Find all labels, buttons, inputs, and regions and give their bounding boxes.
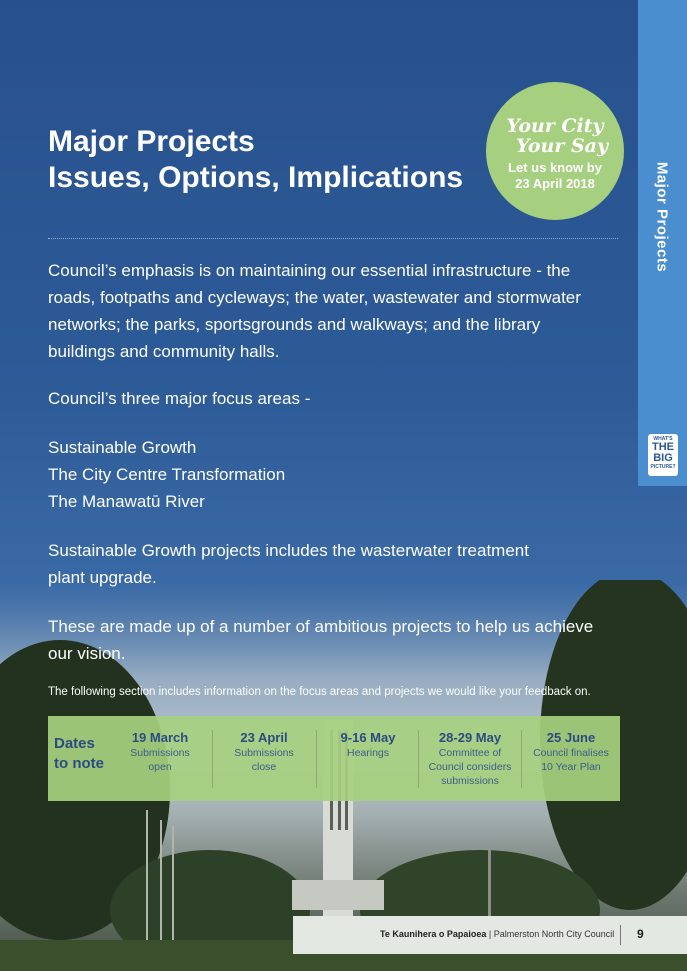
page-number: 9	[637, 927, 644, 941]
paragraph-line: our vision.	[48, 644, 126, 663]
logo-main-text-2: BIG	[653, 452, 673, 464]
date-item	[418, 730, 522, 788]
date-value: 9-16 May	[340, 730, 396, 745]
your-city-your-say-badge	[486, 82, 624, 220]
dates-label	[54, 734, 104, 774]
badge-line-4: 23 April 2018	[515, 176, 595, 191]
intro-line: Council’s emphasis is on maintaining our essential infrastructure - the	[48, 261, 571, 280]
date-desc: Submissions	[130, 747, 190, 759]
big-picture-logo	[648, 434, 678, 476]
date-value: 28-29 May	[438, 730, 502, 745]
title-line-2: Issues, Options, Implications	[48, 161, 464, 194]
page-footer	[293, 916, 687, 954]
date-item	[316, 730, 420, 760]
title-line-1: Major Projects	[48, 125, 255, 158]
date-item	[108, 730, 212, 774]
vision-paragraph	[48, 613, 618, 667]
footer-divider	[620, 925, 621, 945]
badge-line-2: Your Say	[515, 135, 609, 157]
intro-line: buildings and community halls.	[48, 342, 280, 361]
dates-label-line-1: Dates	[54, 735, 95, 752]
date-desc: submissions	[441, 775, 499, 787]
focus-areas-list	[48, 434, 618, 515]
date-item	[212, 730, 316, 774]
footer-maori-name: Te Kaunihera o Papaioea	[380, 929, 487, 939]
logo-top-text: WHAT'S	[653, 436, 673, 442]
sustainable-growth-paragraph	[48, 537, 618, 591]
dates-label-line-2: to note	[54, 755, 104, 772]
logo-main-text-1: THE	[652, 441, 674, 453]
date-desc: Council finalises	[533, 747, 609, 759]
date-desc: open	[148, 761, 172, 773]
side-tab-label: Major Projects	[653, 161, 671, 273]
badge-line-3: Let us know by	[508, 160, 602, 175]
page-title	[48, 124, 463, 196]
date-desc: Hearings	[346, 747, 390, 759]
paragraph-line: These are made up of a number of ambitious projects to help us achieve	[48, 617, 594, 636]
paragraph-line: plant upgrade.	[48, 568, 157, 587]
date-desc: Committee of	[438, 747, 502, 759]
feedback-note: The following section includes information on the focus areas and projects we would like your feedback on.	[48, 686, 591, 698]
date-desc: Council considers	[428, 761, 512, 773]
date-desc: 10 Year Plan	[541, 761, 601, 773]
paragraph-line: Sustainable Growth projects includes the wasterwater treatment	[48, 541, 529, 560]
dotted-divider	[48, 238, 618, 239]
focus-area-item: Sustainable Growth	[48, 438, 197, 457]
focus-area-item: The City Centre Transformation	[48, 465, 286, 484]
badge-line-1: Your City	[506, 115, 604, 137]
date-desc: Submissions	[234, 747, 294, 759]
date-value: 25 June	[546, 730, 596, 745]
footer-org-name: Palmerston North City Council	[493, 929, 615, 939]
footer-separator: |	[488, 929, 492, 939]
intro-paragraph	[48, 257, 618, 365]
footer-text	[380, 929, 614, 939]
logo-bottom-text: PICTURE?	[650, 464, 676, 470]
date-value: 19 March	[131, 730, 189, 745]
intro-line: roads, footpaths and cycleways; the water, wastewater and stormwater	[48, 288, 581, 307]
dates-to-note-panel	[48, 716, 620, 801]
intro-line: networks; the parks, sportsgrounds and walkways; and the library	[48, 315, 541, 334]
date-desc: close	[251, 761, 277, 773]
date-item	[521, 730, 621, 774]
focus-area-item: The Manawatū River	[48, 492, 205, 511]
date-value: 23 April	[240, 730, 288, 745]
focus-intro-line: Council’s three major focus areas -	[48, 389, 311, 408]
focus-intro	[48, 385, 618, 412]
